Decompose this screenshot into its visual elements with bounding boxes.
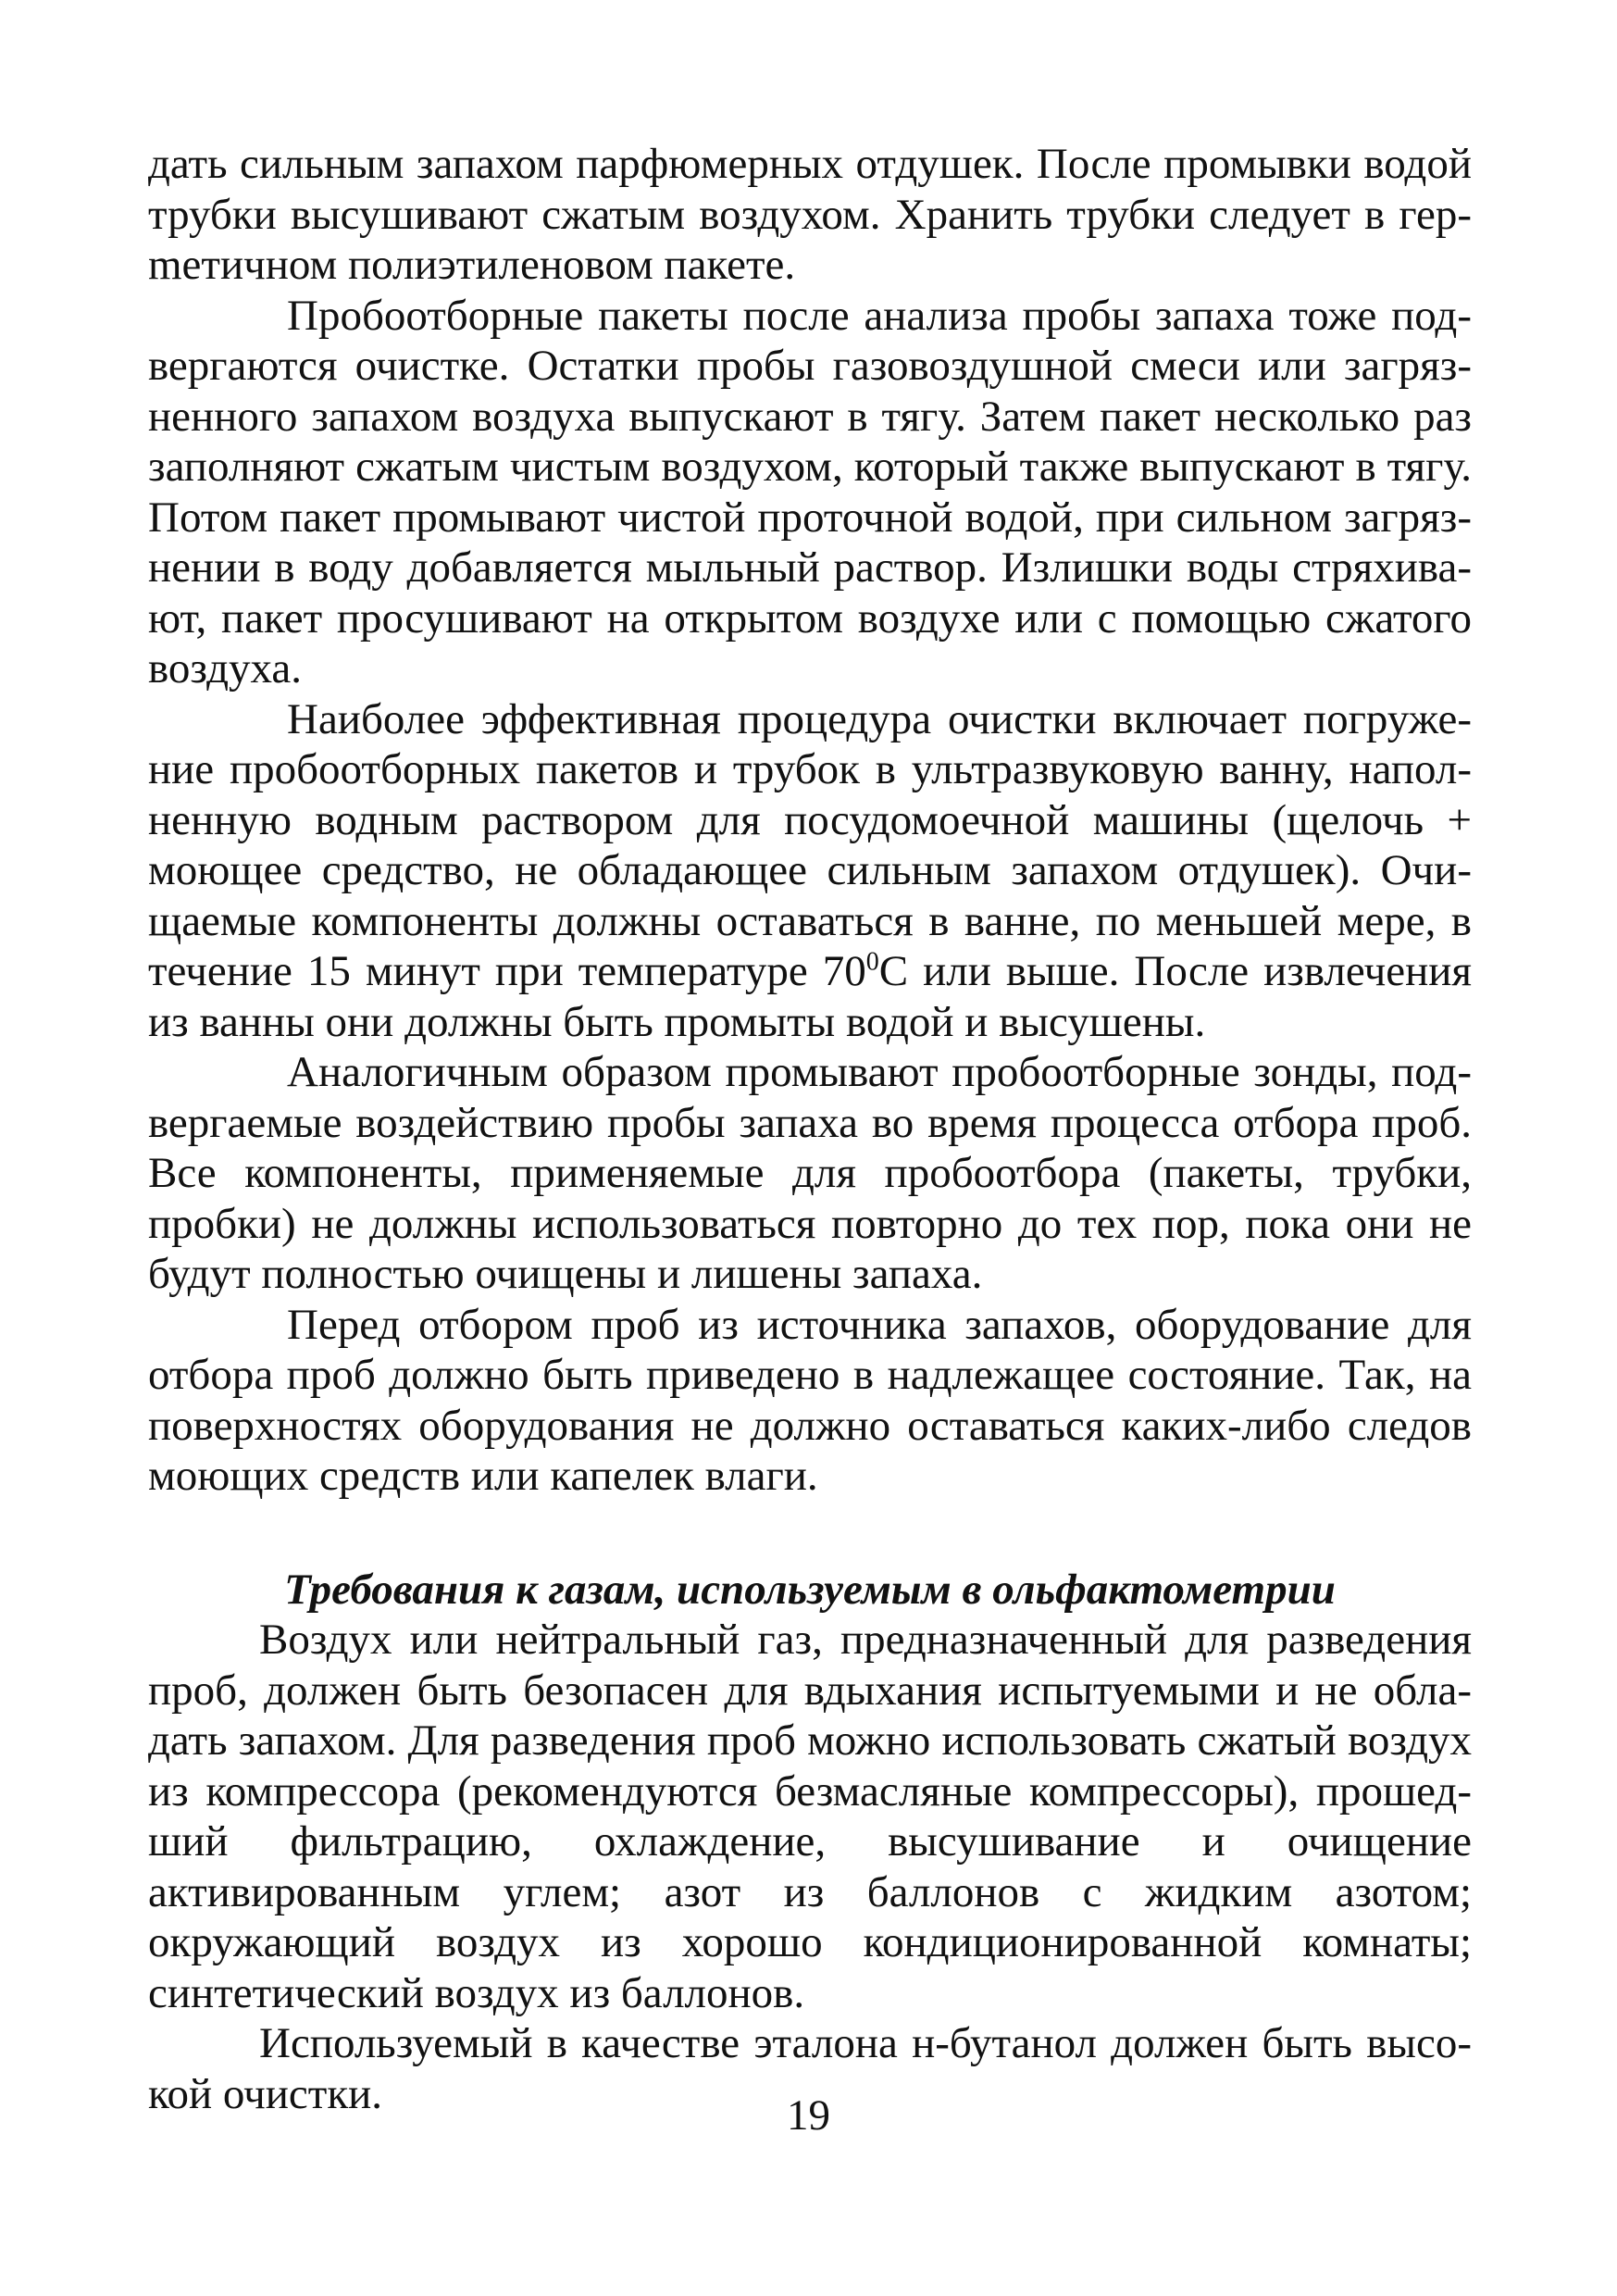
paragraph-2: Пробоотборные пакеты после анализа пробы запаха тоже подвергаются очистке. Остатки пробы газовоздушной смеси или загрязненного запахом воздуха выпускают в тягу. Затем пакет несколько раз заполняют сжатым чистым воздухом, который также выпускают в тягу. Потом пакет промывают чистой проточной водой, при сильном загрязнении в воду добавляется мыльный раствор. Излишки воды стряхивают, пакет просушивают на открытом воздухе или с помощью сжатого воздуха. bbox=[148, 291, 1472, 693]
paragraph-7: Используемый в качестве эталона н-бутанол должен быть высокой очистки. bbox=[148, 2019, 1472, 2118]
degree-superscript: 0 bbox=[865, 947, 879, 977]
paragraph-1: дать сильным запахом парфюмерных отдушек. После промывки водой трубки высушивают сжатым воздухом. Хранить трубки следует в герmетичном полиэтиленовом пакете. bbox=[148, 140, 1472, 289]
paragraph-3 bbox=[148, 694, 1472, 1048]
page-text-block bbox=[148, 139, 1472, 2119]
paragraph-3-text-after: С или выше. После извлечения из ванны они должны быть промыты водой и высушены. bbox=[148, 947, 1472, 1046]
page-number: 19 bbox=[787, 2091, 830, 2140]
paragraph-3-text-before: Наиболее эффективная процедура очистки включает погружение пробоотборных пакетов и трубок в ультразвуковую ванну, наполненную водным раствором для посудомоечной машины (щелочь + моющее средство, не обладающее сильным запахом отдушек). Очищаемые компоненты должны оставаться в ванне, по меньшей мере, в течение 15 минут при температуре 70 bbox=[148, 694, 1472, 995]
section-heading: Требования к газам, используемым в ольфактометрии bbox=[284, 1565, 1336, 1614]
paragraph-4: Аналогичным образом промывают пробоотборные зонды, подвергаемые воздействию пробы запаха во время процесса отбора проб. Все компоненты, применяемые для пробоотбора (пакеты, трубки, пробки) не должны использоваться повторно до тех пор, пока они не будут полностью очищены и лишены запаха. bbox=[148, 1048, 1472, 1298]
paragraph-5: Перед отбором проб из источника запахов, оборудование для отбора проб должно быть приведено в надлежащее состояние. Так, на поверхностях оборудования не должно оставаться каких-либо следов моющих средств или капелек влаги. bbox=[148, 1300, 1472, 1500]
paragraph-6: Воздух или нейтральный газ, предназначенный для разведения проб, должен быть безопасен для вдыхания испытуемыми и не обладать запахом. Для разведения проб можно использовать сжатый воздух из компрессора (рекомендуются безмасляные компрессоры), прошедший фильтрацию, охлаждение, высушивание и очищение активированным углем; азот из баллонов с жидким азотом; окружающий воздух из хорошо кондиционированной комнаты; синтетический воздух из баллонов. bbox=[148, 1616, 1472, 2017]
